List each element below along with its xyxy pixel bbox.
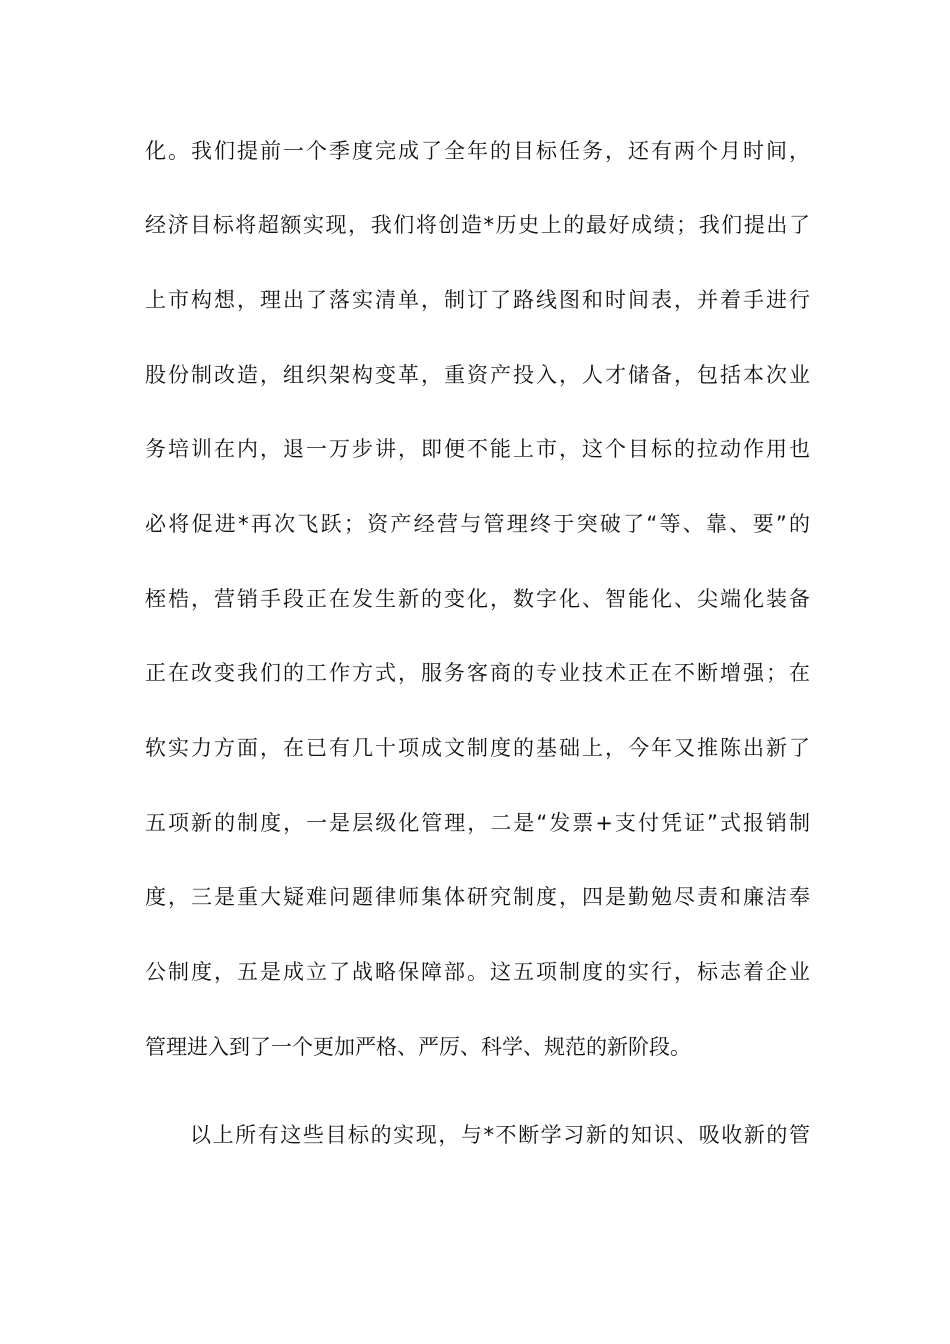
paragraph-line-10: 五项新的制度，一是层级化管理，二是“发票+支付凭证”式报销制 xyxy=(145,811,810,835)
paragraph-line-8: 正在改变我们的工作方式，服务客商的专业技术正在不断增强；在 xyxy=(145,661,810,685)
paragraph-line-9: 软实力方面，在已有几十项成文制度的基础上，今年又推陈出新了 xyxy=(145,736,810,760)
paragraph-line-5: 务培训在内，退一万步讲，即便不能上市，这个目标的拉动作用也 xyxy=(145,437,810,461)
paragraph-line-11: 度，三是重大疑难问题律师集体研究制度，四是勤勉尽责和廉洁奉 xyxy=(145,885,810,909)
paragraph-line-13: 管理进入到了一个更加严格、严厉、科学、规范的新阶段。 xyxy=(145,1035,691,1059)
paragraph-line-2: 经济目标将超额实现，我们将创造*历史上的最好成绩；我们提出了 xyxy=(145,213,810,237)
paragraph-line-4: 股份制改造，组织架构变革，重资产投入，人才储备，包括本次业 xyxy=(145,363,810,387)
paragraph-line-6: 必将促进*再次飞跃；资产经营与管理终于突破了“等、靠、要”的 xyxy=(145,512,810,536)
paragraph-2-line-1: 以上所有这些目标的实现，与*不断学习新的知识、吸收新的管 xyxy=(190,1123,810,1147)
paragraph-line-1: 化。我们提前一个季度完成了全年的目标任务，还有两个月时间， xyxy=(145,139,810,163)
paragraph-line-3: 上市构想，理出了落实清单，制订了路线图和时间表，并着手进行 xyxy=(145,288,810,312)
paragraph-line-7: 桎梏，营销手段正在发生新的变化，数字化、智能化、尖端化装备 xyxy=(145,587,810,611)
paragraph-line-12: 公制度，五是成立了战略保障部。这五项制度的实行，标志着企业 xyxy=(145,960,810,984)
